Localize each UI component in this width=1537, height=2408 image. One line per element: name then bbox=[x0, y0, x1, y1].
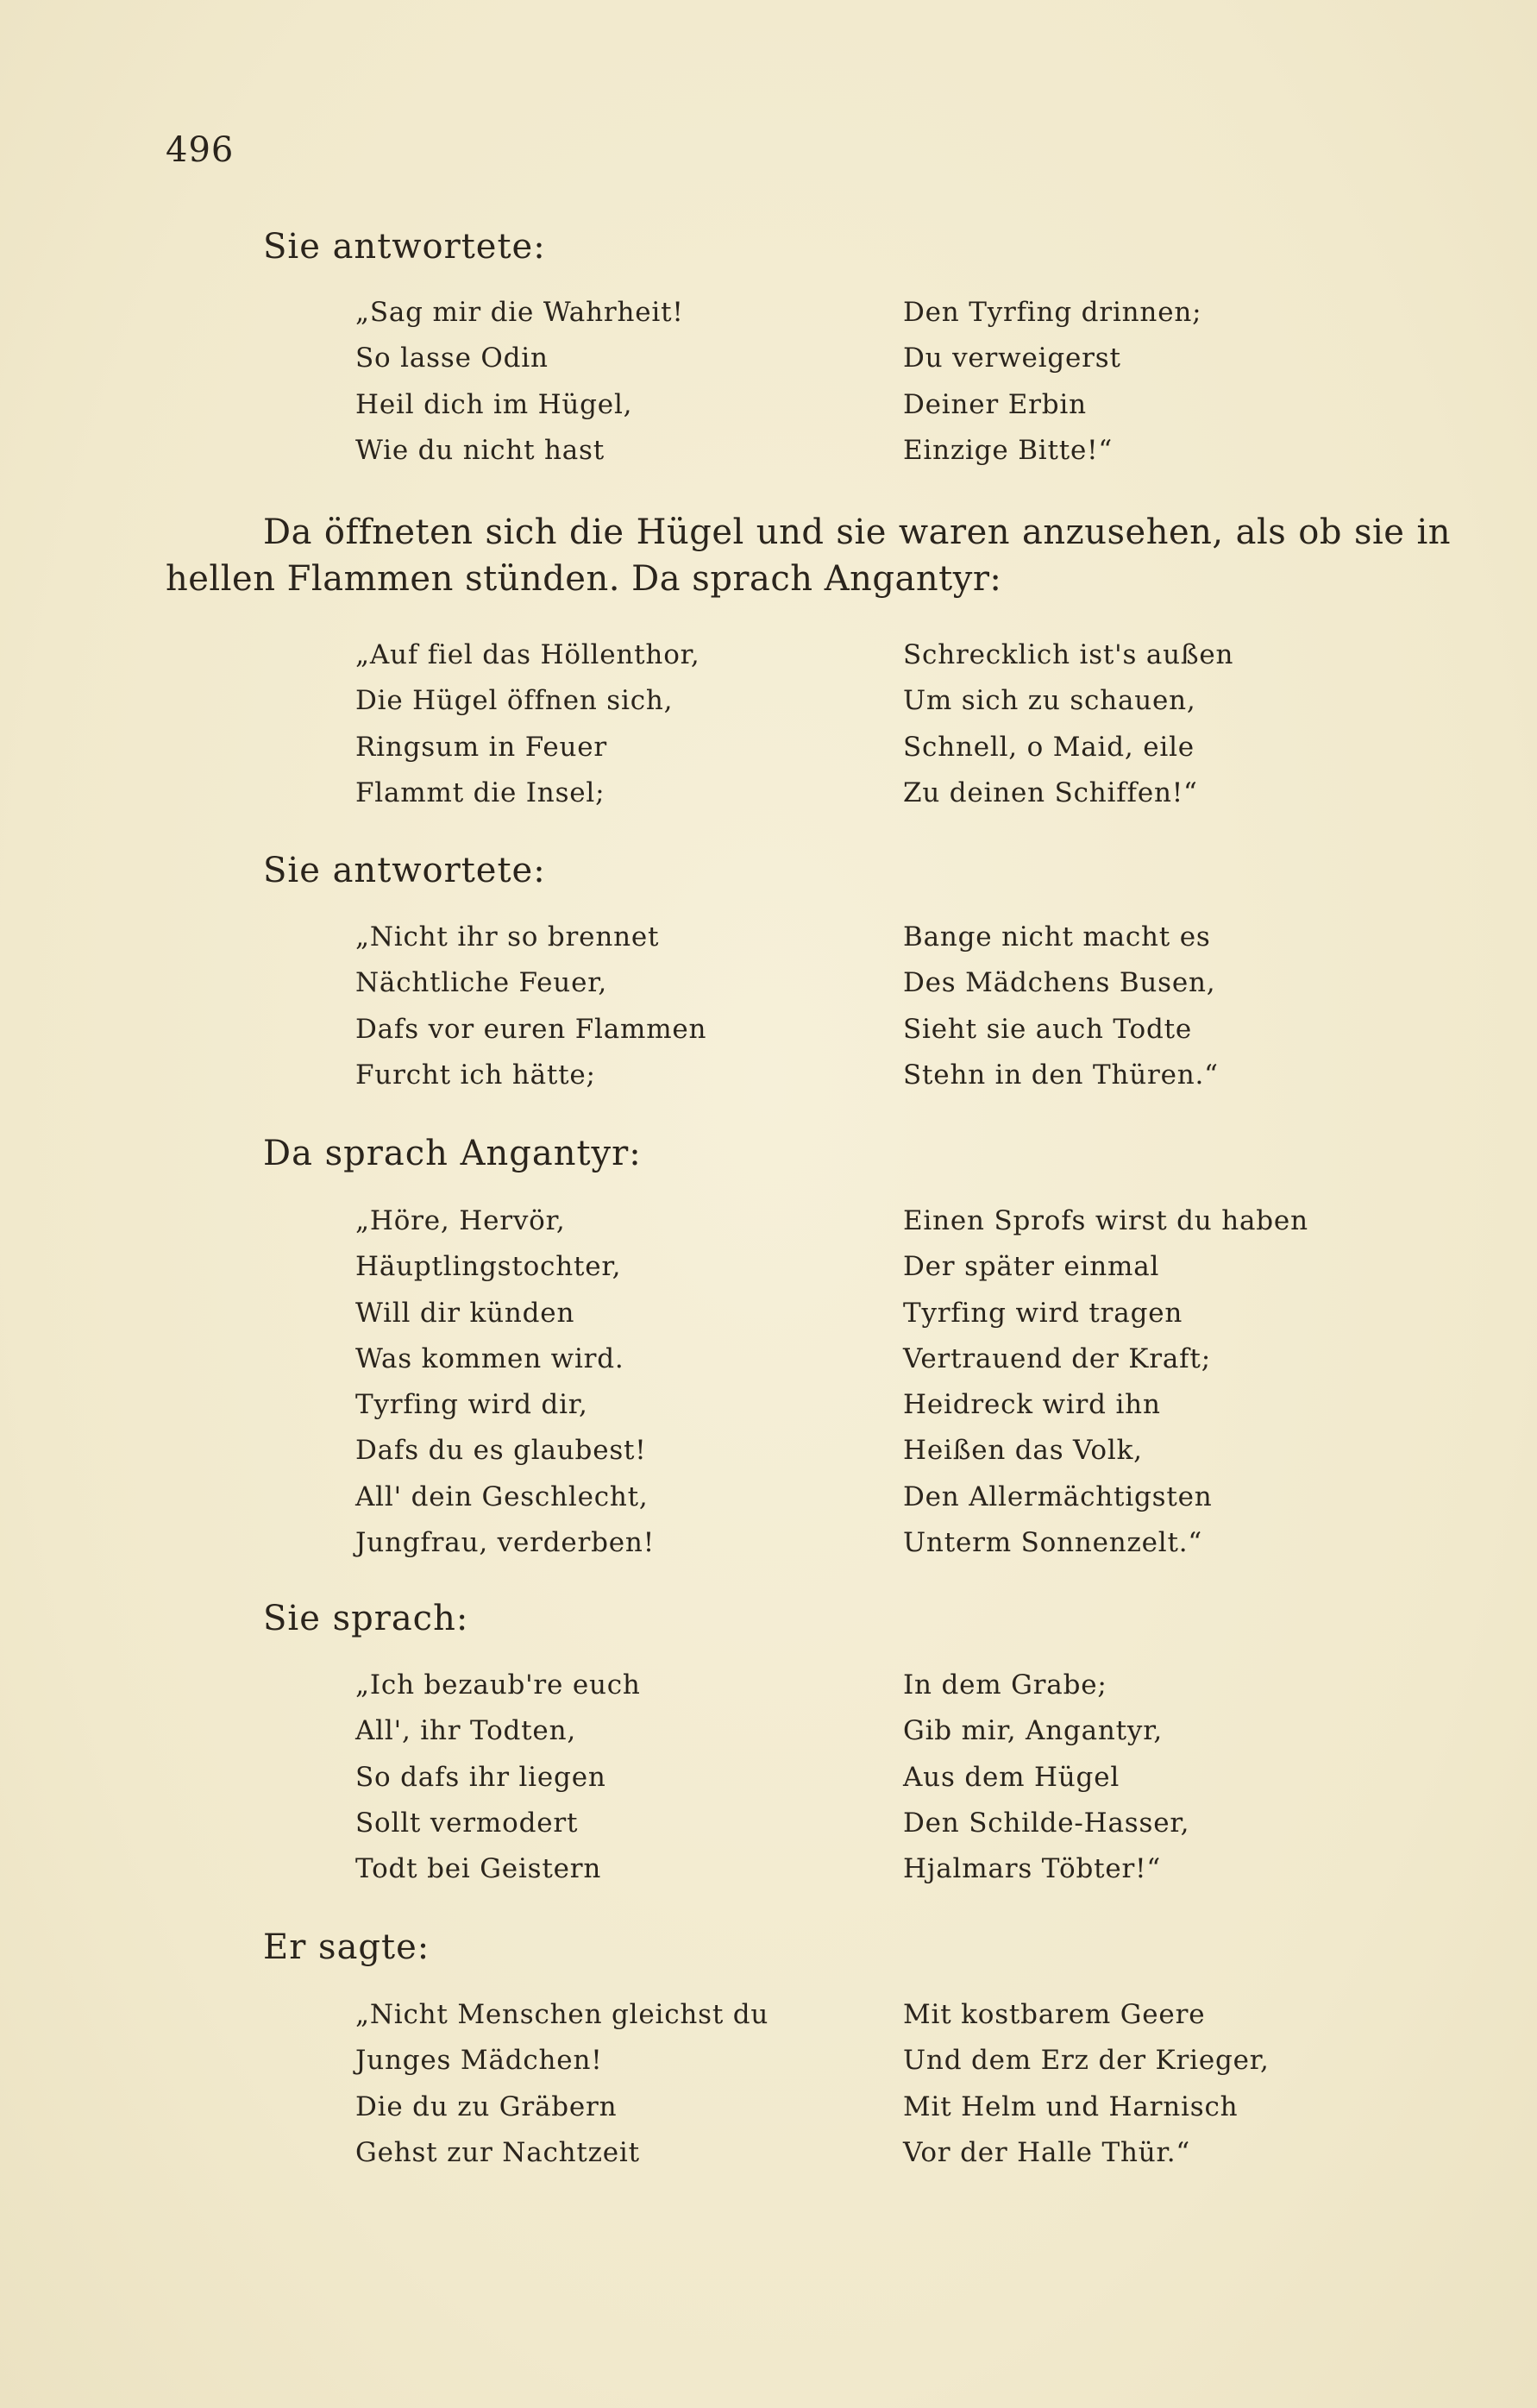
verse-line: So dafs ihr liegen bbox=[355, 1761, 606, 1793]
stanza-right-column bbox=[903, 1663, 1347, 1892]
stanza-right-column bbox=[903, 1992, 1347, 2176]
verse-line: Gehst zur Nachtzeit bbox=[355, 2136, 640, 2168]
verse-line: Wie du nicht hast bbox=[355, 434, 605, 466]
stanza-3 bbox=[355, 915, 1347, 1098]
verse-line: Schrecklich ist's außen bbox=[903, 639, 1234, 670]
verse-line: So lasse Odin bbox=[355, 343, 549, 374]
verse-line: All' dein Geschlecht, bbox=[355, 1481, 649, 1512]
page-number: 496 bbox=[166, 130, 235, 170]
stanza-left-column bbox=[355, 1663, 903, 1892]
verse-line: Heißen das Volk, bbox=[903, 1435, 1143, 1467]
verse-line: Dafs du es glaubest! bbox=[355, 1435, 647, 1467]
verse-line: Bange nicht macht es bbox=[903, 921, 1211, 953]
verse-line: Den Schilde-Hasser, bbox=[903, 1807, 1190, 1839]
verse-line: Die Hügel öffnen sich, bbox=[355, 685, 674, 717]
speaker-line: Sie antwortete: bbox=[263, 227, 546, 267]
stanza-1 bbox=[355, 290, 1347, 474]
verse-line: Will dir künden bbox=[355, 1297, 575, 1329]
verse-line: Mit kostbarem Geere bbox=[903, 1999, 1206, 2030]
verse-line: Aus dem Hügel bbox=[903, 1761, 1120, 1793]
verse-line: Der später einmal bbox=[903, 1251, 1160, 1283]
verse-line: Schnell, o Maid, eile bbox=[903, 731, 1195, 763]
verse-line: Flammt die Insel; bbox=[355, 776, 605, 808]
verse-line: Junges Mädchen! bbox=[355, 2045, 603, 2077]
stanza-left-column bbox=[355, 1198, 903, 1566]
verse-line: Du verweigerst bbox=[903, 343, 1121, 374]
verse-line: „Nicht Menschen gleichst du bbox=[355, 1999, 769, 2030]
verse-line: Den Tyrfing drinnen; bbox=[903, 297, 1202, 328]
stanza-right-column bbox=[903, 915, 1347, 1098]
verse-line: In dem Grabe; bbox=[903, 1669, 1107, 1701]
stanza-5 bbox=[355, 1663, 1347, 1892]
stanza-right-column bbox=[903, 290, 1347, 474]
verse-line: Mit Helm und Harnisch bbox=[903, 2090, 1239, 2122]
stanza-6 bbox=[355, 1992, 1347, 2176]
verse-line: Um sich zu schauen, bbox=[903, 685, 1196, 717]
speaker-line: Sie sprach: bbox=[263, 1599, 469, 1638]
verse-line: Gib mir, Angantyr, bbox=[903, 1715, 1164, 1747]
verse-line: Vor der Halle Thür.“ bbox=[903, 2136, 1191, 2168]
prose-paragraph: Da öffneten sich die Hügel und sie waren anzusehen, als ob sie in hellen Flammen stünden. Da sprach Angantyr: bbox=[166, 512, 1451, 599]
stanza-left-column bbox=[355, 290, 903, 474]
verse-line: Todt bei Geistern bbox=[355, 1853, 602, 1885]
stanza-right-column bbox=[903, 632, 1347, 816]
stanza-left-column bbox=[355, 632, 903, 816]
speaker-line: Da sprach Angantyr: bbox=[263, 1134, 642, 1173]
verse-line: Vertrauend der Kraft; bbox=[903, 1342, 1211, 1374]
verse-line: Häuptlingstochter, bbox=[355, 1251, 622, 1283]
stanza-right-column bbox=[903, 1198, 1347, 1566]
verse-line: Sollt vermodert bbox=[355, 1807, 579, 1839]
stanza-2 bbox=[355, 632, 1347, 816]
verse-line: „Ich bezaub're euch bbox=[355, 1669, 641, 1701]
verse-line: All', ihr Todten, bbox=[355, 1715, 576, 1747]
verse-line: Nächtliche Feuer, bbox=[355, 967, 608, 999]
verse-line: Einen Sprofs wirst du haben bbox=[903, 1205, 1308, 1236]
verse-line: Heidreck wird ihn bbox=[903, 1389, 1161, 1421]
verse-line: „Nicht ihr so brennet bbox=[355, 921, 660, 953]
verse-line: Tyrfing wird tragen bbox=[903, 1297, 1183, 1329]
verse-line: Und dem Erz der Krieger, bbox=[903, 2045, 1270, 2077]
verse-line: Die du zu Gräbern bbox=[355, 2090, 618, 2122]
verse-line: Stehn in den Thüren.“ bbox=[903, 1059, 1219, 1091]
verse-line: Furcht ich hätte; bbox=[355, 1059, 596, 1091]
stanza-left-column bbox=[355, 915, 903, 1098]
verse-line: Unterm Sonnenzelt.“ bbox=[903, 1527, 1203, 1559]
speaker-line: Er sagte: bbox=[263, 1927, 430, 1967]
verse-line: Tyrfing wird dir, bbox=[355, 1389, 588, 1421]
verse-line: Zu deinen Schiffen!“ bbox=[903, 776, 1198, 808]
verse-line: „Auf fiel das Höllenthor, bbox=[355, 639, 700, 670]
verse-line: Hjalmars Töbter!“ bbox=[903, 1853, 1162, 1885]
verse-line: Was kommen wird. bbox=[355, 1342, 624, 1374]
verse-line: Einzige Bitte!“ bbox=[903, 434, 1114, 466]
verse-line: Jungfrau, verderben! bbox=[355, 1527, 655, 1559]
verse-line: Heil dich im Hügel, bbox=[355, 388, 633, 420]
verse-line: Deiner Erbin bbox=[903, 388, 1087, 420]
verse-line: Sieht sie auch Todte bbox=[903, 1013, 1193, 1045]
verse-line: Den Allermächtigsten bbox=[903, 1481, 1213, 1512]
verse-line: „Höre, Hervör, bbox=[355, 1205, 566, 1236]
stanza-left-column bbox=[355, 1992, 903, 2176]
verse-line: Dafs vor euren Flammen bbox=[355, 1013, 707, 1045]
verse-line: Des Mädchens Busen, bbox=[903, 967, 1216, 999]
speaker-line: Sie antwortete: bbox=[263, 851, 546, 890]
stanza-4 bbox=[355, 1198, 1347, 1566]
verse-line: Ringsum in Feuer bbox=[355, 731, 608, 763]
verse-line: „Sag mir die Wahrheit! bbox=[355, 297, 684, 328]
